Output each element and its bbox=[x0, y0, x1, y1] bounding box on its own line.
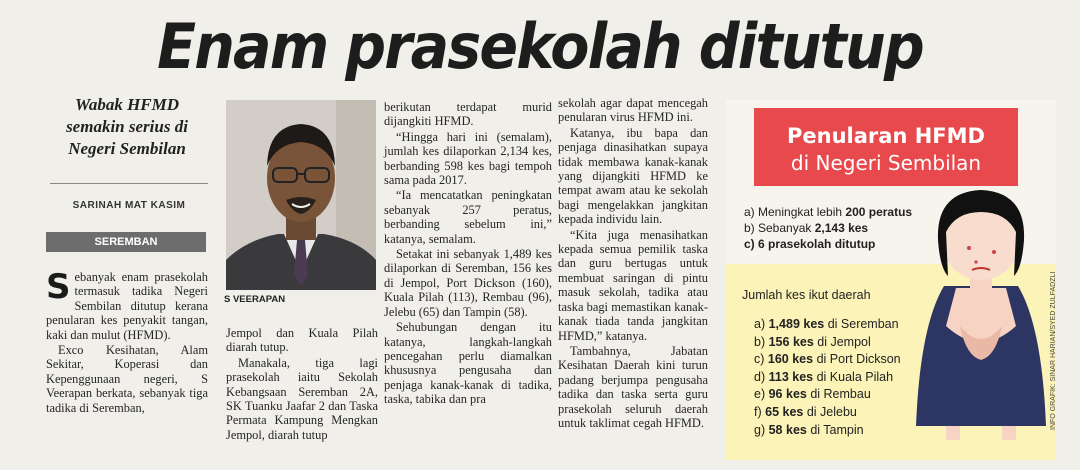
paragraph: berikutan terdapat murid dijangkiti HFMD. bbox=[384, 100, 552, 129]
paragraph: ebanyak enam prasekolah termasuk tadika Negeri Sembilan ditutup kerana penularan kes penyakit tangan, kaki dan mulut (HFMD). bbox=[46, 270, 208, 342]
headline: Enam prasekolah ditutup bbox=[157, 10, 923, 83]
fact-item: c) 6 prasekolah ditutup bbox=[744, 237, 876, 251]
paragraph: Exco Kesihatan, Alam Sekitar, Koperasi dan Kepenggunaan negeri, S Veerapan berkata, sebanyak tiga tadika di Seremban, bbox=[46, 343, 208, 415]
article-column-4 bbox=[558, 96, 708, 431]
byline: SARINAH MAT KASIM bbox=[72, 200, 186, 211]
district-item: c) 160 kes di Port Dickson bbox=[754, 352, 901, 367]
portrait-illustration bbox=[226, 100, 376, 290]
article-column-1 bbox=[46, 267, 208, 416]
infographic-subtitle: di Negeri Sembilan bbox=[790, 151, 982, 175]
article-column-2 bbox=[226, 326, 378, 443]
dateline: SEREMBAN bbox=[46, 232, 206, 252]
district-item: b) 156 kes di Jempol bbox=[754, 334, 871, 349]
portrait-photo bbox=[226, 100, 376, 290]
fact-item: b) Sebanyak 2,143 kes bbox=[744, 221, 869, 235]
sick-child-illustration bbox=[906, 176, 1056, 444]
drop-cap: S bbox=[46, 267, 71, 307]
fact-item: a) Meningkat lebih 200 peratus bbox=[744, 205, 913, 219]
district-item: e) 96 kes di Rembau bbox=[754, 387, 871, 402]
byline-divider bbox=[50, 183, 208, 184]
paragraph: “Hingga hari ini (semalam), jumlah kes dilaporkan 2,134 kes, berbanding 598 kes bagi tempoh sama pada 2017. bbox=[384, 129, 552, 188]
paragraph: Katanya, ibu bapa dan penjaga dinasihatkan supaya tidak membawa kanak-kanak yang dijangkiti HFMD ke tempat awam atau ke sekolah bagi mengelakkan jangkitan kepada individu lain. bbox=[558, 125, 708, 227]
infographic-header bbox=[754, 108, 1018, 186]
paragraph: Tambahnya, Jabatan Kesihatan Daerah kini turun padang berjumpa pengusaha tadika dan taska serta guru prasekolah seluruh daerah untuk taklimat cegah HFMD. bbox=[558, 343, 708, 430]
paragraph: “Ia mencatatkan peningkatan sebanyak 257 peratus, berbanding sebelum ini,” katanya, semalam. bbox=[384, 188, 552, 246]
paragraph: “Kita juga menasihatkan kepada semua pemilik taska dan guru bertugas untuk membuat saringan di pintu masuk sekolah, tadika atau taska bagi memastikan kanak-kanak tiada tanda jangkitan HFMD,” katanya. bbox=[558, 227, 708, 343]
infographic-title: Penularan HFMD bbox=[787, 124, 985, 148]
photo-caption: S VEERAPAN bbox=[224, 294, 286, 305]
district-item: a) 1,489 kes di Seremban bbox=[754, 317, 899, 331]
article-column-3 bbox=[384, 100, 552, 408]
district-item: d) 113 kes di Kuala Pilah bbox=[754, 369, 894, 384]
infographic-credit: INFO GRAFIK: SINAR HARIAN/SYED ZULFADZLI bbox=[1050, 271, 1057, 430]
paragraph: Manakala, tiga lagi prasekolah iaitu Sekolah Kebangsaan Seremban 2A, SK Tuanku Jaafar 2 dan Taska Permata Kampung Mengkan Jempol, diarah tutup bbox=[226, 355, 378, 442]
district-heading: Jumlah kes ikut daerah bbox=[742, 288, 871, 302]
paragraph: Setakat ini sebanyak 1,489 kes dilaporkan di Seremban, 156 kes di Jempol, Port Dickson (160), Kuala Pilah (113), Rembau (96), Jelebu (65) dan Tampin (58). bbox=[384, 247, 552, 319]
district-item: g) 58 kes di Tampin bbox=[754, 422, 864, 437]
paragraph: Sehubungan dengan itu katanya, langkah-langkah pencegahan perlu diamalkan khususnya pengusaha dan penjaga kanak-kanak di tadika, taska, tabika dan pra bbox=[384, 320, 552, 407]
paragraph: Jempol dan Kuala Pilah diarah tutup. bbox=[226, 326, 378, 355]
paragraph: sekolah agar dapat mencegah penularan virus HFMD ini. bbox=[558, 96, 708, 125]
district-item: f) 65 kes di Jelebu bbox=[754, 404, 857, 419]
deck-subheading: Wabak HFMD semakin serius di Negeri Sembilan bbox=[66, 95, 188, 158]
